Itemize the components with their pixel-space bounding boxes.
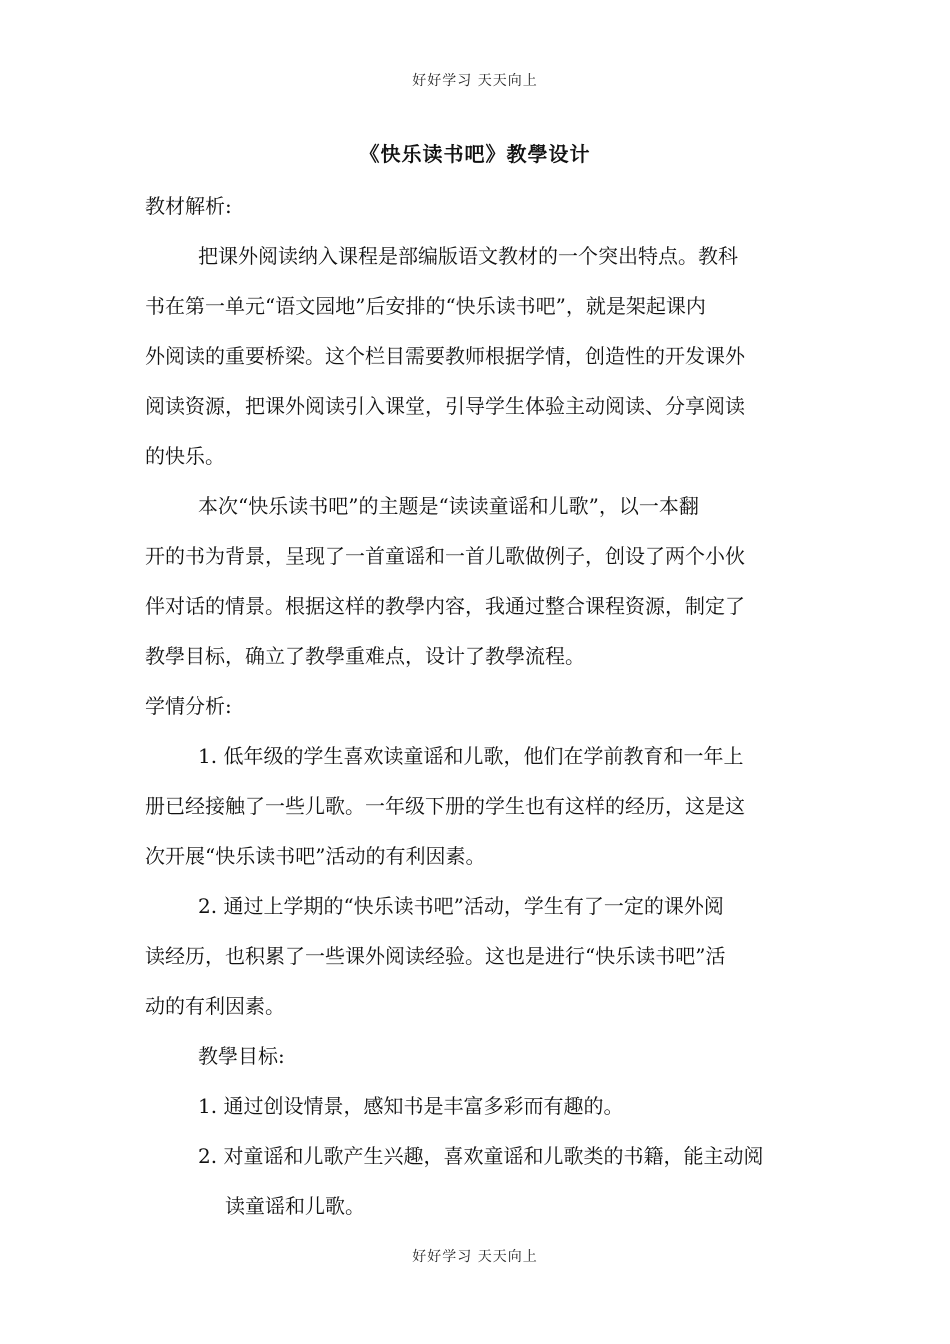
section-heading-goals: 教學目标: [198, 1044, 285, 1068]
paragraph-line: 动的有利因素。 [145, 994, 285, 1018]
paragraph-line: 阅读资源，把课外阅读引入课堂，引导学生体验主动阅读、分享阅读 [145, 394, 745, 418]
goal-item: 2. 对童谣和儿歌产生兴趣，喜欢童谣和儿歌类的书籍，能主动阅 [198, 1144, 764, 1168]
section-heading-material: 教材解析: [145, 194, 232, 218]
goal-item: 1. 通过创设情景，感知书是丰富多彩而有趣的。 [198, 1094, 624, 1118]
goal-item-continuation: 读童谣和儿歌。 [225, 1194, 365, 1218]
document-body [145, 181, 807, 1231]
page-header: 好好学习 天天向上 [412, 73, 538, 89]
section-heading-students: 学情分析: [145, 694, 232, 718]
paragraph-line: 书在第一单元“语文园地”后安排的“快乐读书吧”，就是架起课内 [145, 294, 706, 318]
paragraph-line: 把课外阅读纳入课程是部编版语文教材的一个突出特点。教科 [198, 244, 738, 268]
page-footer: 好好学习 天天向上 [412, 1249, 538, 1265]
paragraph-line: 教學目标，确立了教學重难点，设计了教學流程。 [145, 644, 585, 668]
paragraph-line: 读经历，也积累了一些课外阅读经验。这也是进行“快乐读书吧”活 [145, 944, 726, 968]
paragraph-line: 册已经接触了一些儿歌。一年级下册的学生也有这样的经历，这是这 [145, 794, 745, 818]
paragraph-line: 本次“快乐读书吧”的主题是“读读童谣和儿歌”，以一本翻 [198, 494, 699, 518]
document-title: 《快乐读书吧》教學设计 [359, 142, 591, 166]
paragraph-line: 伴对话的情景。根据这样的教學内容，我通过整合课程资源，制定了 [145, 594, 745, 618]
paragraph-line: 开的书为背景，呈现了一首童谣和一首儿歌做例子，创设了两个小伙 [145, 544, 745, 568]
paragraph-line: 次开展“快乐读书吧”活动的有利因素。 [145, 844, 486, 868]
paragraph-line: 2. 通过上学期的“快乐读书吧”活动，学生有了一定的课外阅 [198, 894, 724, 918]
paragraph-line: 1. 低年级的学生喜欢读童谣和儿歌，他们在学前教育和一年上 [198, 744, 744, 768]
paragraph-line: 外阅读的重要桥梁。这个栏目需要教师根据学情，创造性的开发课外 [145, 344, 745, 368]
paragraph-line: 的快乐。 [145, 444, 225, 468]
